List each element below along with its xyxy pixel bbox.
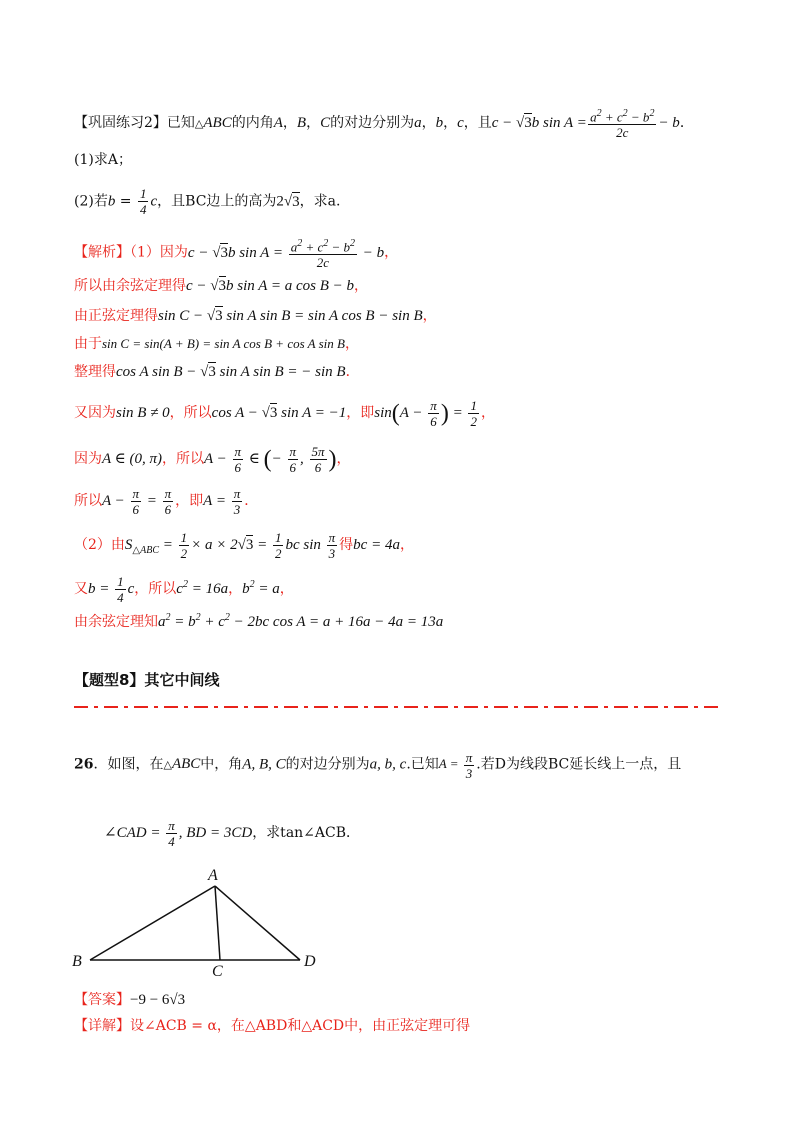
analysis-line-2: 所以由余弦定理得c − √3b sin A = a cos B − b，: [74, 278, 369, 294]
section-divider: [74, 700, 724, 714]
analysis-line-11: 由余弦定理知$a^2 = b^2 + c^2 - 2bc$ cos A = a + 16a − 4a = 13a: [74, 612, 444, 630]
label-b: B: [72, 953, 82, 970]
analysis-line-4: 由于sin C = sin(A + B) = sin A cos B + cos A sin B，: [74, 336, 359, 352]
segment-ab: [90, 886, 215, 960]
analysis-line-7: 因为A ∈ (0, π)，所以A − $\frac{\pi}{6}$ ∈ (− $\frac{\pi}{6}$ , $\frac{5\pi}{6}$ )，: [74, 444, 351, 475]
practice-question: 【巩固练习2】已知△ABC的内角A，B，C的对边分别为a，b，c，且c − √3b sin A = $\frac{a^2 + c^2 - b^2}{2c}$ − b．: [74, 108, 694, 141]
label-c: C: [212, 963, 223, 980]
practice-tag: 【巩固练习2】: [74, 115, 167, 132]
label-d: D: [304, 953, 316, 970]
answer-value: −9 − 6√3: [130, 992, 186, 1008]
detail-line: 【详解】设∠ACB = α，在△ABD和△ACD中，由正弦定理可得: [74, 1018, 471, 1034]
practice-part2: (2)若b = $\frac{1}{4}$ c，且BC边上的高为2√3，求a.: [74, 186, 341, 217]
practice-part1: (1)求A；: [74, 152, 132, 168]
analysis-line-1: 【解析】（1）因为c − √3b sin A = $\frac{a^2 + c^2 - b^2}{2c}$ − b，: [74, 238, 399, 271]
answer-line: [74, 990, 185, 1010]
analysis-line-5: 整理得cos A sin B − √3 sin A sin B = − sin B．: [74, 364, 360, 380]
analysis-tag: 【解析】: [74, 244, 130, 261]
section-title: 【题型8】其它中间线: [74, 671, 220, 689]
problem-26-line-1: 26．如图，在△ABC中，角A, B, C的对边分别为a, b, c.已知A = $\frac{\pi}{3}$ .若D为线段BC延长线上一点，且: [74, 750, 682, 781]
segment-ad: [215, 886, 300, 960]
analysis-line-9: （2）由$S_{\triangle ABC}$ = $\frac{1}{2}$ × a × 2√3 = $\frac{1}{2}$ bc sin $\frac{\pi}{3}$ 得bc = 4a，: [74, 530, 414, 561]
analysis-line-10: 又b = $\frac{1}{4}$ c，所以$c^2 = 16a$，$b^2 = a$，: [74, 574, 294, 605]
problem-number: 26: [74, 756, 94, 773]
analysis-line-3: 由正弦定理得sin C − √3 sin A sin B = sin A cos B − sin B，: [74, 308, 437, 324]
triangle-figure: [60, 860, 320, 980]
problem-26-line-2: ∠CAD = $\frac{\pi}{4}$ , BD = 3CD，求tan∠ACB．: [104, 818, 361, 849]
label-a: A: [208, 867, 218, 884]
answer-tag: 【答案】: [74, 992, 130, 1008]
analysis-line-6: 又因为sin B ≠ 0，所以cos A − √3 sin A = −1，即sin(A − $\frac{\pi}{6}$ ) = $\frac{1}{2}$ ，: [74, 398, 495, 429]
detail-tag: 【详解】: [74, 1018, 130, 1034]
segment-ac: [215, 886, 220, 960]
analysis-line-8: 所以A − $\frac{\pi}{6}$ = $\frac{\pi}{6}$ ，即A = $\frac{\pi}{3}$ ．: [74, 486, 259, 517]
